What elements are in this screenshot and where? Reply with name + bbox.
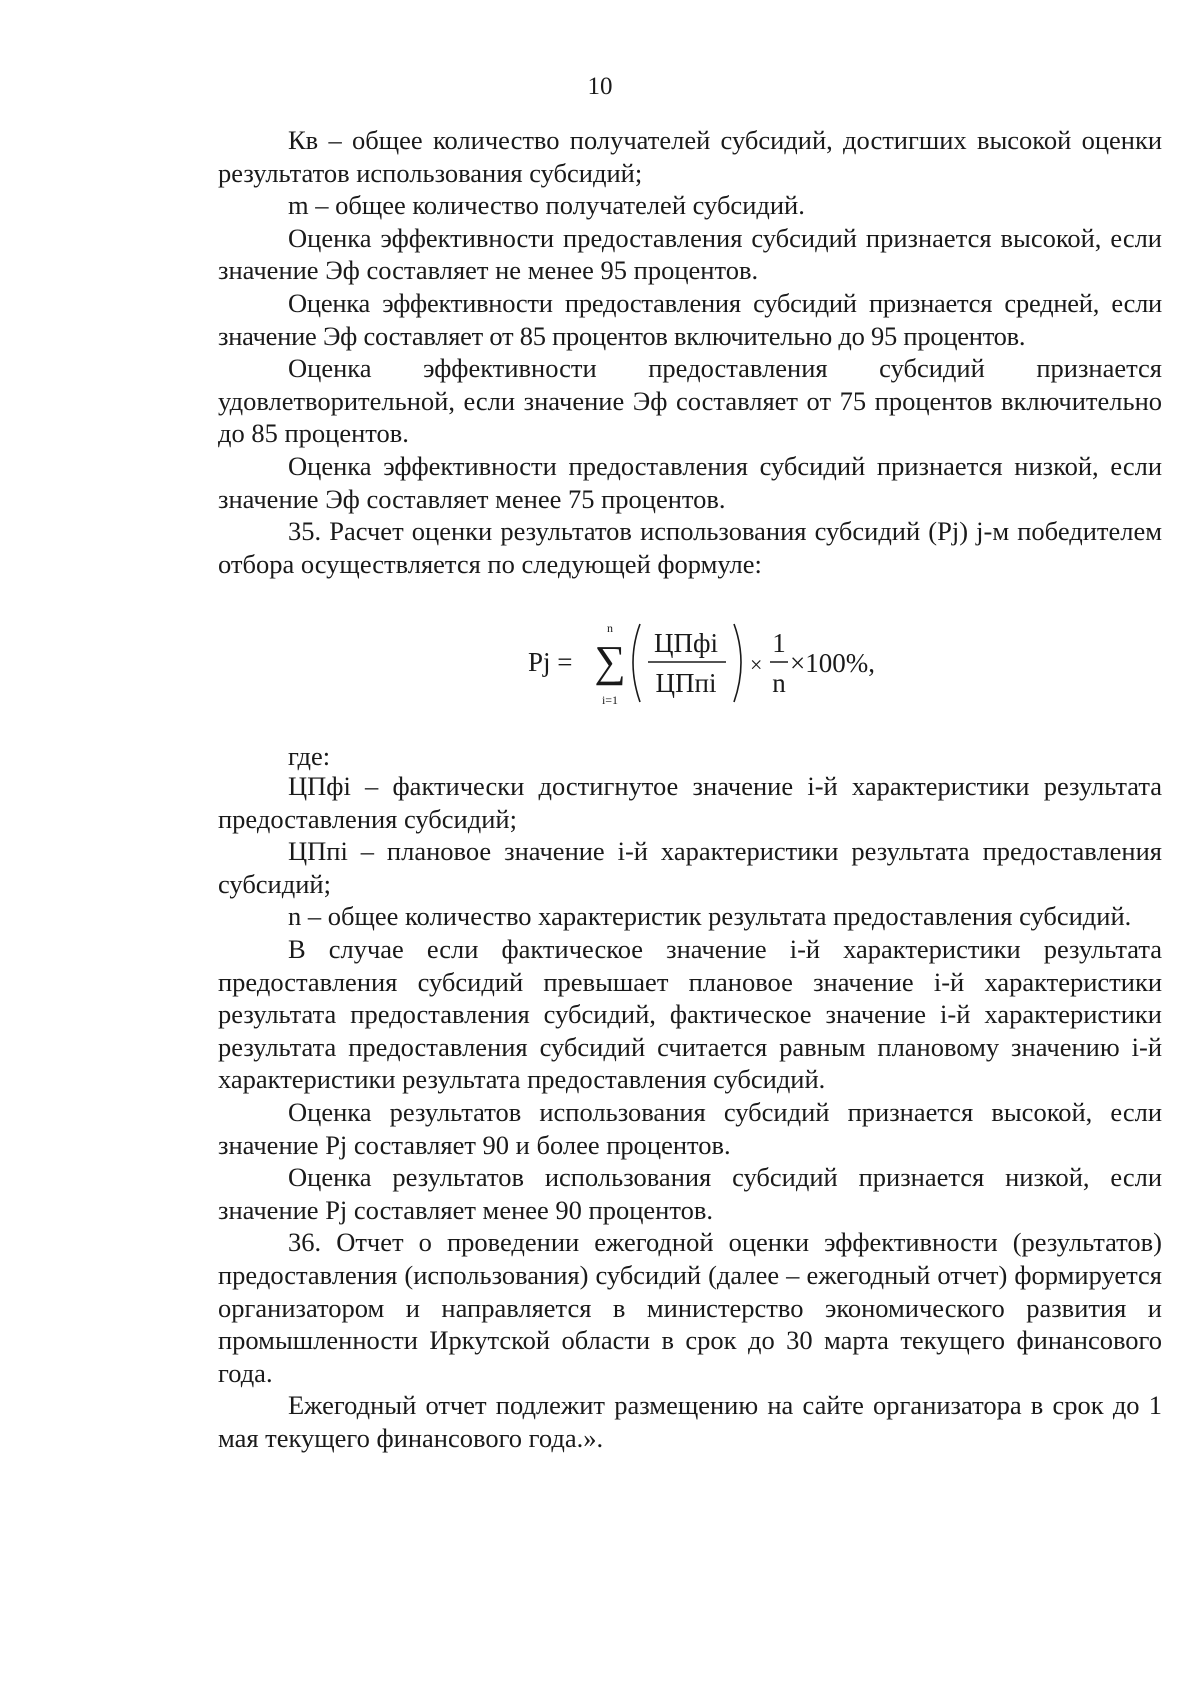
left-paren [633,624,640,702]
paragraph-36-annual-report: 36. Отчет о проведении ежегодной оценки эффективности (результатов) предоставления (использования) субсидий (далее – ежегодный отчет) формируется организатором и направляется в министерство экономического развития и промышленности Иркутской области в срок до 30 марта текущего финансового года. [218,1227,1162,1388]
paragraph-efficiency-high: Оценка эффективности предоставления субсидий признается высокой, если значение Эф составляет не менее 95 процентов. [218,222,1162,286]
sigma-symbol: ∑ [594,637,626,686]
formula-numerator: ЦПфi [654,628,718,658]
paragraph-efficiency-satisfactory: Оценка эффективности предоставления субсидий признается удовлетворительной, если значение Эф составляет от 75 процентов включительно до 85 процентов. [218,353,1162,449]
formula-lhs: Pj = [528,647,573,677]
formula-times-1: × [750,652,763,677]
paragraph-35-formula-intro: 35. Расчет оценки результатов использования субсидий (Pj) j-м победителем отбора осуществляется по следующей формуле: [218,516,1162,579]
formula-denominator: ЦПпi [655,668,717,698]
formula-tail: ×100%, [790,648,875,678]
formula-frac2-den: n [772,668,786,698]
paragraph-results-high: Оценка результатов использования субсидий признается высокой, если значение Pj составляет 90 и более процентов. [218,1096,1162,1160]
paragraph-efficiency-medium: Оценка эффективности предоставления субсидий признается средней, если значение Эф составляет от 85 процентов включительно до 95 процентов. [218,287,1162,351]
paragraph-actual-exceeds-plan: В случае если фактическое значение i-й характеристики результата предоставления субсидий превышает плановое значение i-й характеристики результата предоставления субсидий, фактическое значение i-й характеристики результата предоставления субсидий считается равным плановому значению i-й характеристики результата предоставления субсидий. [218,933,1162,1095]
paragraph-annual-report-publication: Ежегодный отчет подлежит размещению на сайте организатора в срок до 1 мая текущего финансового года.». [218,1390,1162,1453]
formula-svg [528,616,888,712]
formula-sum-lower: i=1 [601,693,619,707]
formula-sum-upper: n [607,621,613,635]
paragraph-efficiency-low: Оценка эффективности предоставления субсидий признается низкой, если значение Эф составляет менее 75 процентов. [218,450,1162,514]
paragraph-results-low: Оценка результатов использования субсидий признается низкой, если значение Pj составляет менее 90 процентов. [218,1162,1162,1225]
page-number: 10 [587,73,613,100]
paragraph-m-definition: m – общее количество получателей субсидий. [288,190,805,221]
paragraph-cpp-definition: ЦПпi – плановое значение i-й характеристики результата предоставления субсидий; [218,836,1162,899]
formula-pj [528,616,888,712]
where-label: где: [288,741,331,771]
text-block-bottom [218,770,1162,1454]
paragraph-n-definition: n – общее количество характеристик результата предоставления субсидий. [288,901,1132,932]
formula-frac2-num: 1 [772,628,786,658]
text-block-top [218,124,1162,580]
right-paren [734,624,741,702]
paragraph-cpf-definition: ЦПфi – фактически достигнутое значение i-й характеристики результата предоставления субсидий; [218,771,1162,834]
paragraph-kv-definition: Кв – общее количество получателей субсидий, достигших высокой оценки результатов использования субсидий; [218,125,1162,188]
